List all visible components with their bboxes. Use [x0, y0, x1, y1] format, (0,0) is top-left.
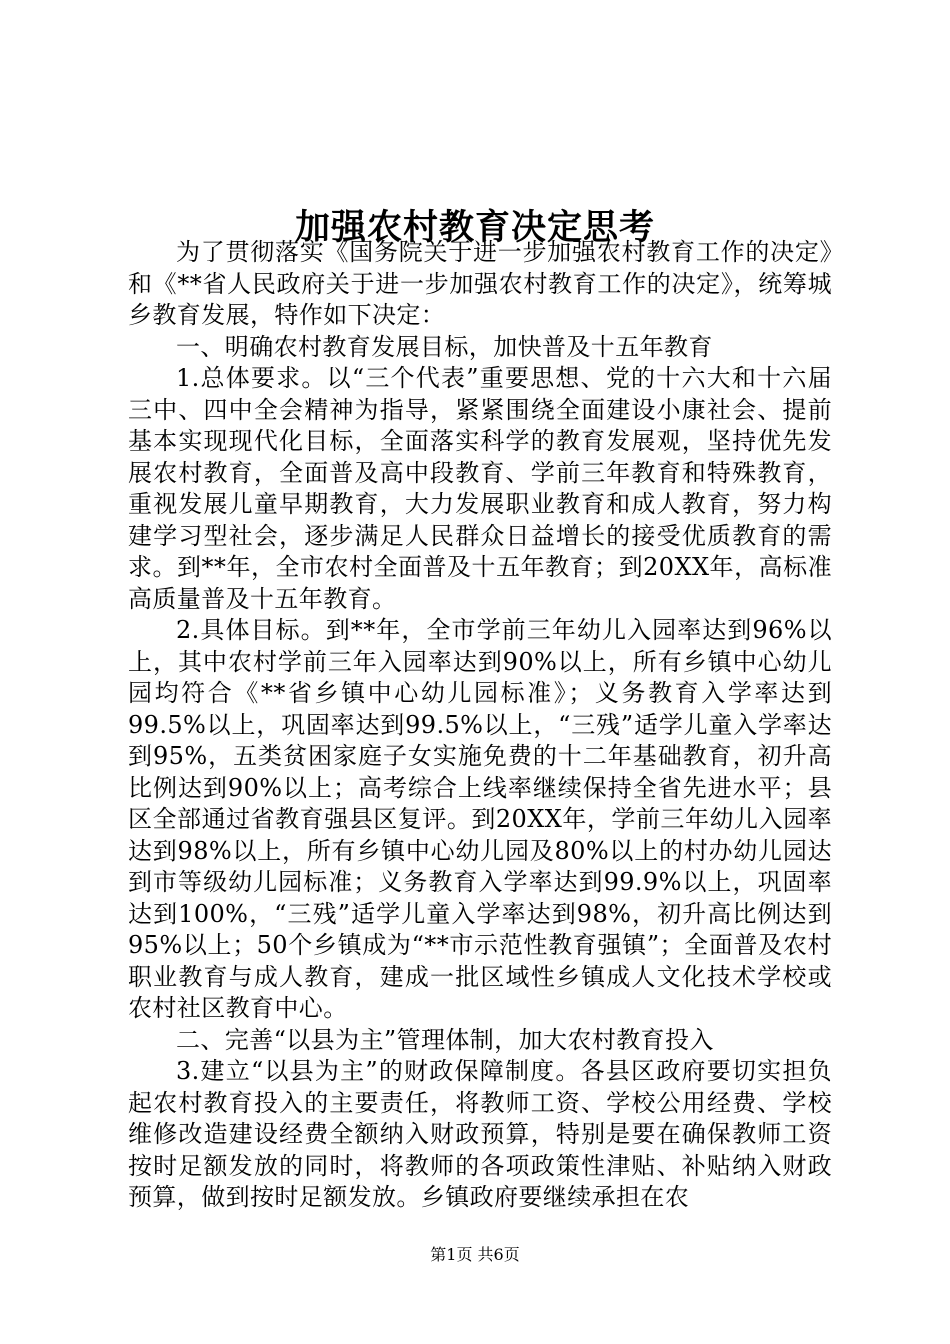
paragraph-finance-system: 3.建立“以县为主”的财政保障制度。各县区政府要切实担负起农村教育投入的主要责任，将教师工资、学校公用经费、学校维修改造建设经费全额纳入财政预算，特别是要在确保教师工资按时足额发放的同时，将教师的各项政策性津贴、补贴纳入财政预算，做到按时足额发放。乡镇政府要继续承担在农 [128, 1057, 832, 1211]
page-footer: 第1页 共6页 [430, 1245, 520, 1264]
section-heading-2: 二、完善“以县为主”管理体制，加大农村教育投入 [176, 1025, 714, 1054]
section-heading-1: 一、明确农村教育发展目标，加快普及十五年教育 [176, 332, 713, 361]
document-body [128, 237, 832, 1214]
intro-paragraph: 为了贯彻落实《国务院关于进一步加强农村教育工作的决定》和《**省人民政府关于进一步加强农村教育工作的决定》，统筹城乡教育发展，特作如下决定： [128, 238, 832, 329]
paragraph-general-requirements: 1.总体要求。以“三个代表”重要思想、党的十六大和十六届三中、四中全会精神为指导，紧紧围绕全面建设小康社会、提前基本实现现代化目标，全面落实科学的教育发展观，坚持优先发展农村教育，全面普及高中段教育、学前三年教育和特殊教育，重视发展儿童早期教育，大力发展职业教育和成人教育，努力构建学习型社会，逐步满足人民群众日益增长的接受优质教育的需求。到**年，全市农村全面普及十五年教育；到20XX年，高标准高质量普及十五年教育。 [128, 364, 832, 613]
paragraph-specific-goals: 2.具体目标。到**年，全市学前三年幼儿入园率达到96%以上，其中农村学前三年入园率达到90%以上，所有乡镇中心幼儿园均符合《**省乡镇中心幼儿园标准》；义务教育入学率达到99.5%以上，巩固率达到99.5%以上，“三残”适学儿童入学率达到95%，五类贫困家庭子女实施免费的十二年基础教育，初升高比例达到90%以上；高考综合上线率继续保持全省先进水平；县区全部通过省教育强县区复评。到20XX年，学前三年幼儿入园率达到98%以上，所有乡镇中心幼儿园及80%以上的村办幼儿园达到市等级幼儿园标准；义务教育入学率达到99.9%以上，巩固率达到100%，“三残”适学儿童入学率达到98%，初升高比例达到95%以上；50个乡镇成为“**市示范性教育强镇”；全面普及农村职业教育与成人教育，建成一批区域性乡镇成人文化技术学校或农村社区教育中心。 [128, 616, 832, 1022]
document-title: 加强农村教育决定思考 [294, 207, 655, 249]
